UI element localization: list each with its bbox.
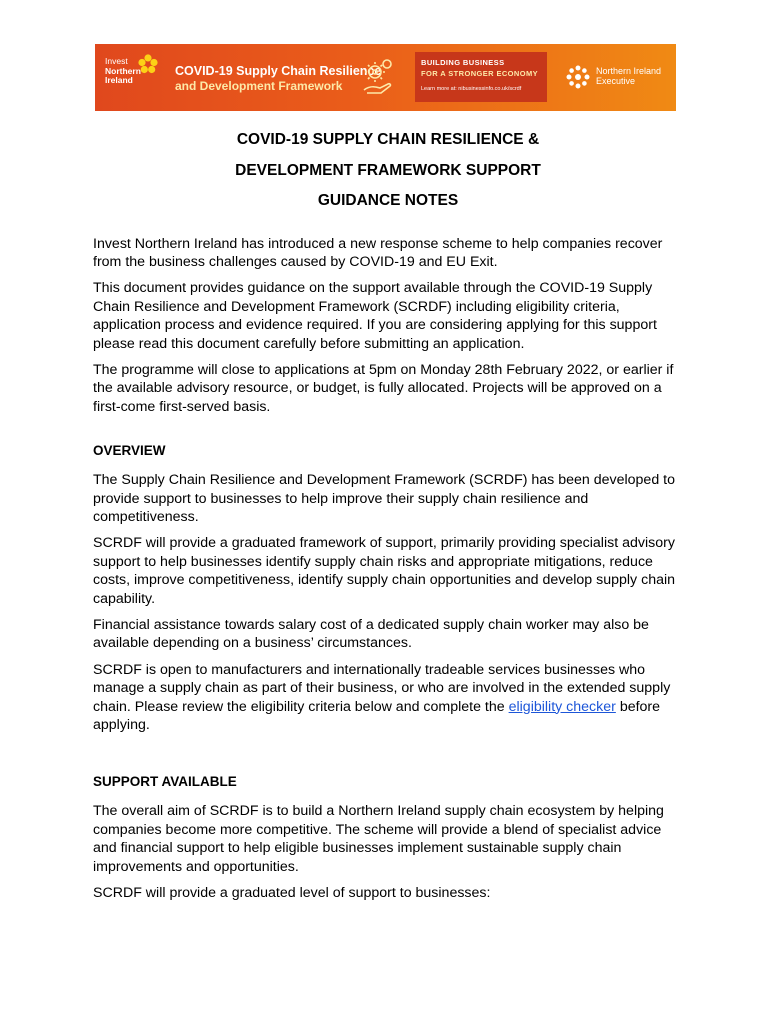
document-body [93, 125, 683, 902]
support-paragraph: SCRDF will provide a graduated level of support to businesses: [93, 885, 491, 902]
intro-paragraph: The programme will close to applications at 5pm on Monday 28th February 2022, or earlier if the available advisory resource, or budget, is fully allocated. Projects will be approved on a first-come first-served basis. [93, 361, 674, 415]
intro-paragraph: This document provides guidance on the support available through the COVID-19 Supply Chain Resilience and Development Framework (SCRDF) including eligibility criteria, application process and evidence required. If you are considering applying for this support please read this document carefully before submitting an application. [93, 280, 657, 352]
document-title: COVID-19 SUPPLY CHAIN RESILIENCE & DEVELOPMENT FRAMEWORK SUPPORT GUIDANCE NOTES [235, 131, 541, 209]
support-heading: SUPPORT AVAILABLE [93, 774, 237, 790]
building-business-box: BUILDING BUSINESS FOR A STRONGER ECONOMY Learn more at: nibusinessinfo.co.uk/scrdf [415, 52, 547, 102]
overview-heading: OVERVIEW [93, 443, 166, 459]
invest-ni-logo-text: Invest Northern Ireland [105, 56, 141, 85]
overview-paragraph: SCRDF will provide a graduated framework of support, primarily providing specialist advisory support to help businesses identify supply chain risks and appropriate mitigations, reduce costs, improve competitiveness, identify supply chain opportunities and develop supply chain capability. [93, 535, 676, 607]
ni-executive-text: Northern Ireland Executive [596, 66, 662, 86]
header-banner [95, 44, 676, 111]
overview-paragraph: SCRDF is open to manufacturers and internationally tradeable services businesses who manage a supply chain as part of their business, or who are involved in the extended supply chain. Please review the eligibility criteria below and complete the eligibility checker before applying. [93, 661, 671, 734]
eligibility-checker-link[interactable]: eligibility checker [508, 698, 616, 715]
ni-executive-logo-icon [565, 64, 591, 90]
overview-paragraph: The Supply Chain Resilience and Development Framework (SCRDF) has been developed to provide support to businesses to help improve their supply chain resilience and competitiveness. [93, 472, 675, 525]
gear-hand-icon [361, 56, 397, 96]
support-paragraph: The overall aim of SCRDF is to build a Northern Ireland supply chain ecosystem by helping companies become more competitive. The scheme will provide a blend of specialist advice and financial support to help eligible businesses implement sustainable supply chain improvements and opportunities. [93, 803, 664, 875]
overview-paragraph: Financial assistance towards salary cost of a dedicated supply chain worker may also be available depending on a business’ circumstances. [93, 617, 649, 652]
intro-paragraph: Invest Northern Ireland has introduced a new response scheme to help companies recover from the business challenges caused by COVID-19 and EU Exit. [93, 235, 663, 270]
flower-icon [137, 53, 159, 75]
learn-more-link[interactable]: Learn more at: nibusinessinfo.co.uk/scrdf [421, 86, 522, 92]
scheme-title-line1: COVID-19 Supply Chain Resilience [175, 64, 382, 78]
scheme-title-line2: and Development Framework [175, 79, 343, 93]
